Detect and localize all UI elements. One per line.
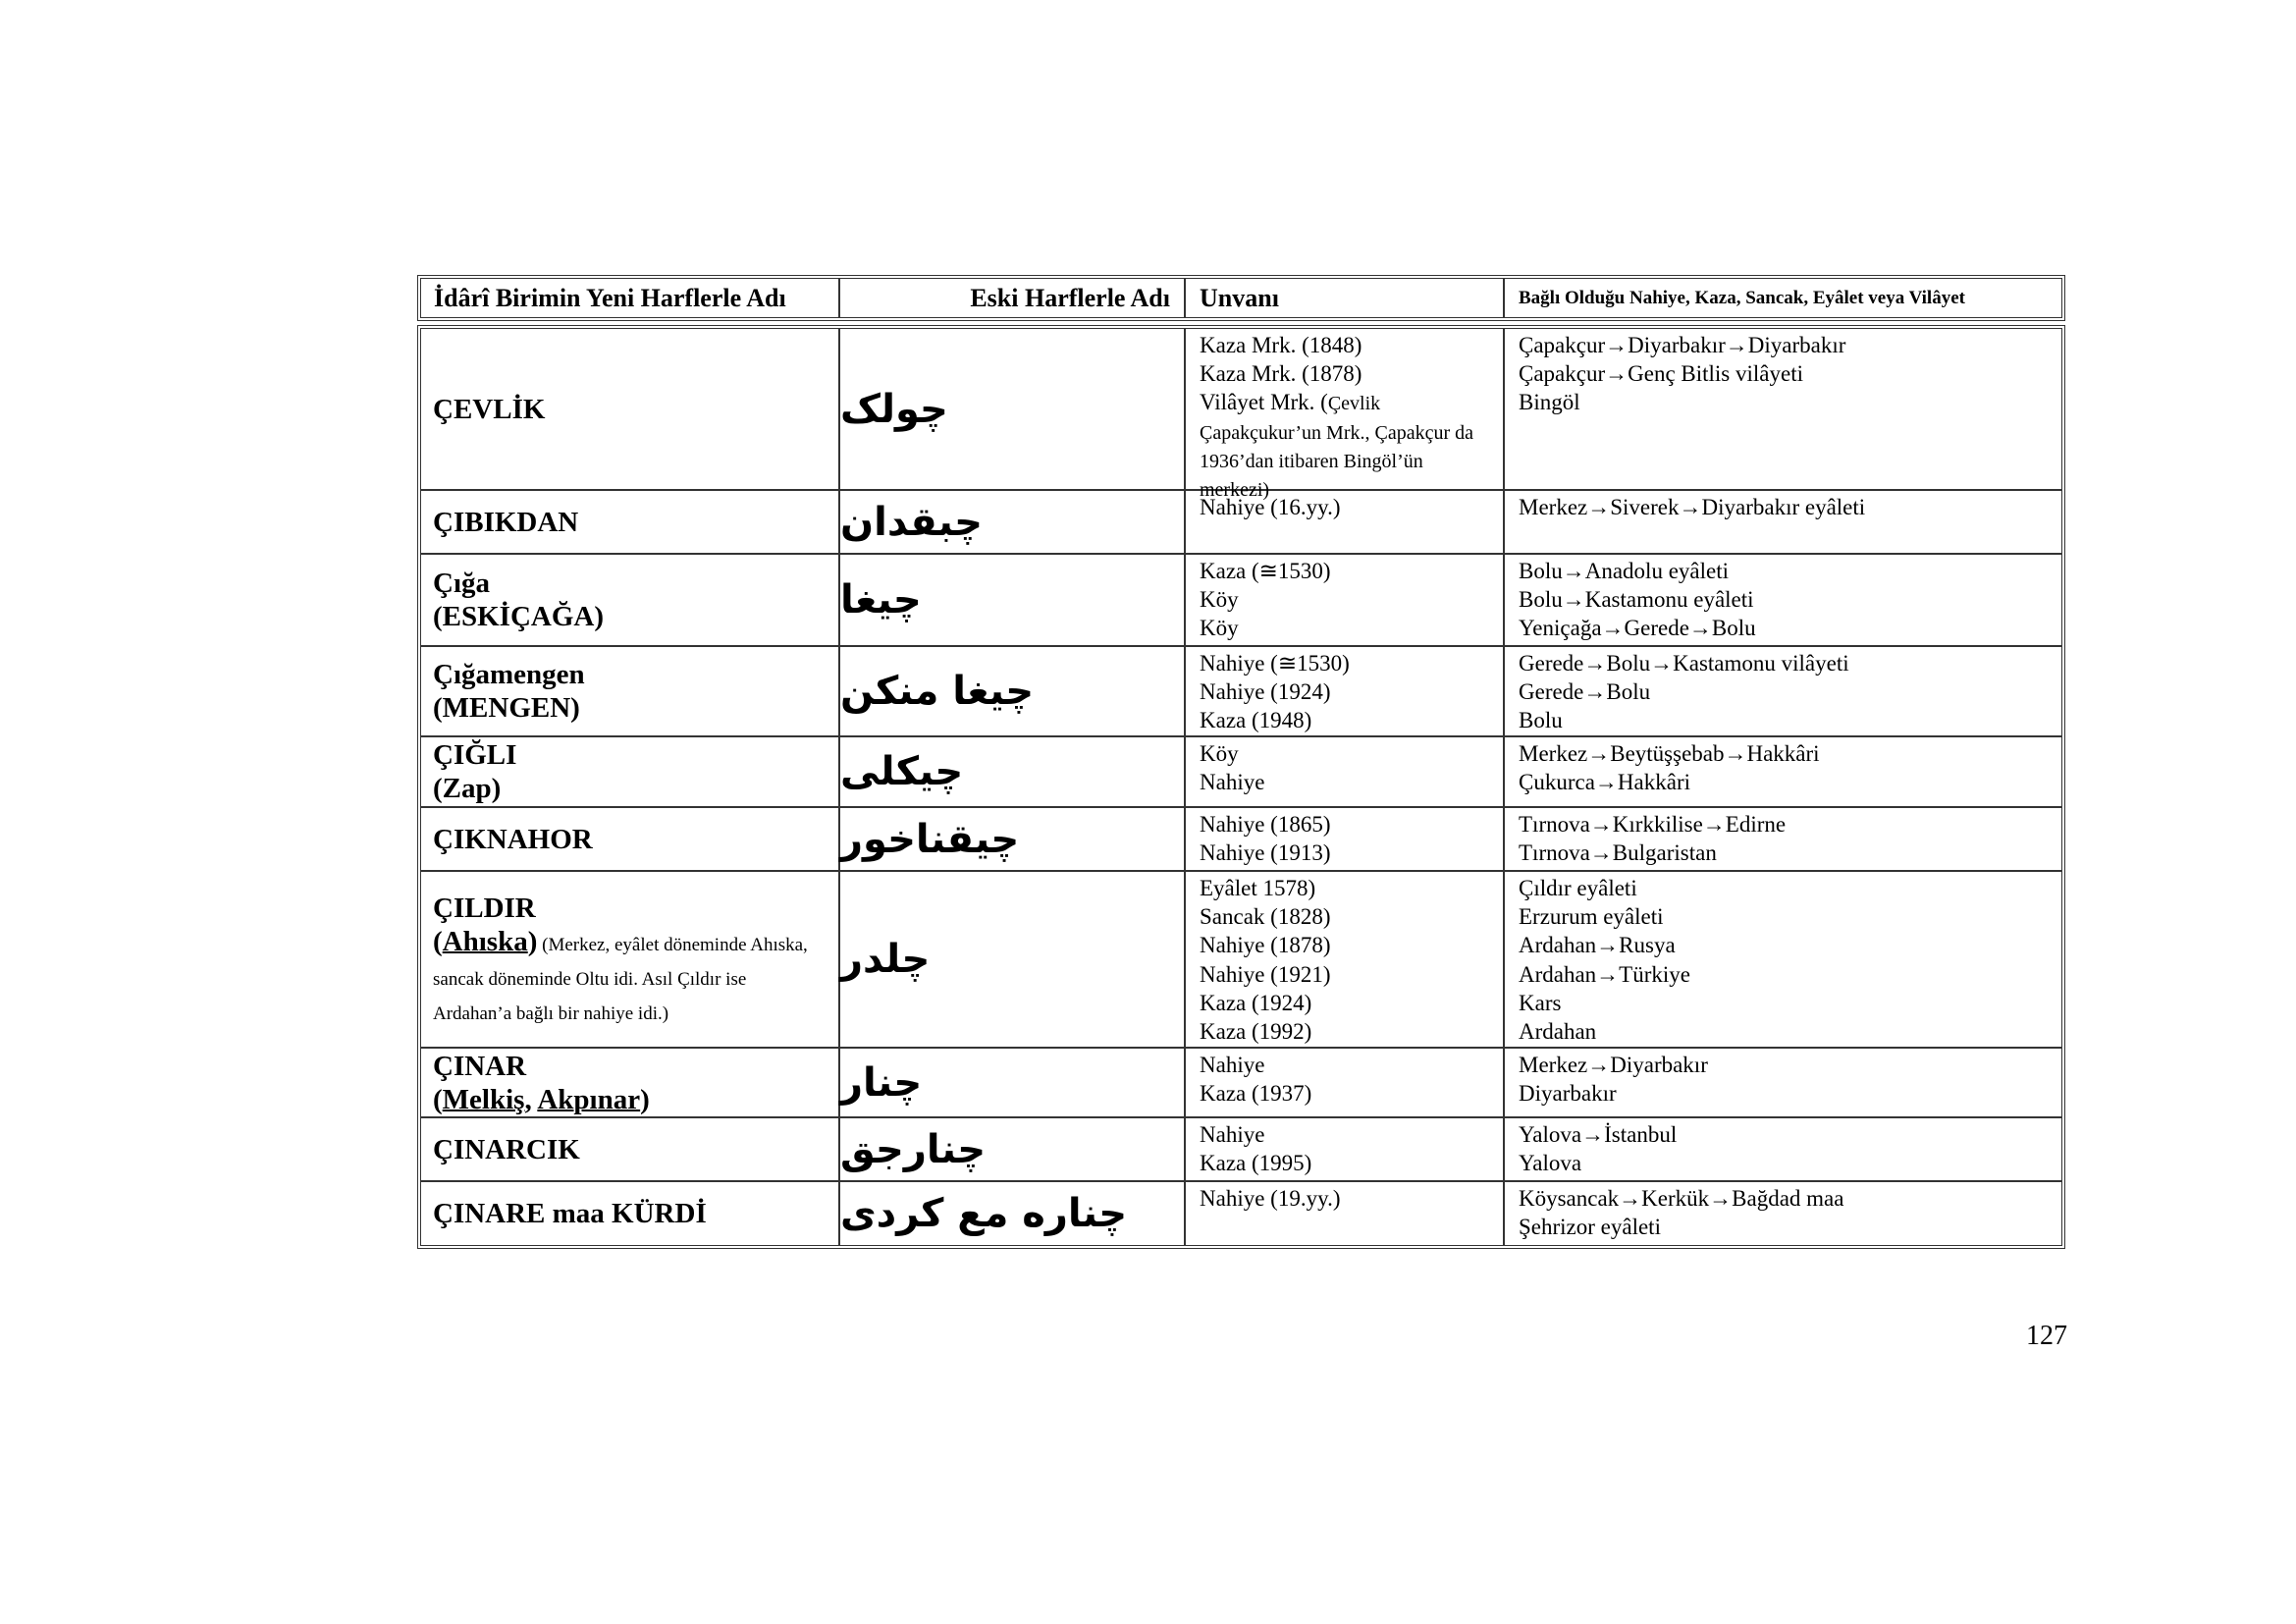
old-name-cell [840, 555, 1186, 645]
affiliation-line: Çukurca→Hakkâri [1519, 770, 1690, 795]
old-name-cell [840, 737, 1186, 806]
header-old-name: Eski Harflerle Adı [840, 279, 1186, 317]
title-line: Nahiye (1878) [1200, 933, 1331, 958]
title-cell [1186, 491, 1505, 553]
affiliation-cell [1505, 329, 2061, 489]
affiliation-line: Şehrizor eyâleti [1519, 1215, 1661, 1240]
title-line: Nahiye (19.yy.) [1200, 1186, 1341, 1211]
title-cell [1186, 647, 1505, 735]
table-row [421, 647, 2061, 737]
new-name-cell [421, 1182, 840, 1245]
affiliation-line: Yalova→İstanbul [1519, 1122, 1678, 1147]
table-row [421, 1049, 2061, 1118]
unit-name: ÇIKNAHOR [433, 823, 593, 855]
old-name-cell [840, 808, 1186, 870]
affiliation-line: Çapakçur→Diyarbakır→Diyarbakır [1519, 333, 1846, 357]
title-line: Kaza (1937) [1200, 1081, 1312, 1107]
unit-name: ÇIBIKDAN [433, 506, 579, 538]
affiliation-line: Köysancak→Kerkük→Bağdad maa [1519, 1186, 1844, 1211]
unit-name: ÇILDIR [433, 892, 536, 924]
unit-alt-name: (Ahıska) (Merkez, eyâlet döneminde Ahıska, sancak döneminde Oltu idi. Asıl Çıldır ise Ardahan’a bağlı bir nahiye idi.) [433, 925, 808, 1024]
title-cell [1186, 1049, 1505, 1116]
table-row [421, 872, 2061, 1049]
affiliation-cell [1505, 1118, 2061, 1180]
title-line: Köy [1200, 587, 1239, 613]
ottoman-name: چولک [840, 386, 948, 432]
alt-name-underlined: Ahıska [442, 925, 528, 957]
title-line: Nahiye (1924) [1200, 679, 1331, 705]
affiliation-line: Merkez→Siverek→Diyarbakır eyâleti [1519, 495, 1866, 519]
title-line: Nahiye [1200, 770, 1265, 795]
affiliation-line: Bolu→Anadolu eyâleti [1519, 559, 1729, 583]
affiliation-line: Bingöl [1519, 390, 1580, 415]
affiliation-cell [1505, 491, 2061, 553]
unit-name: ÇINARCIK [433, 1133, 580, 1165]
affiliation-line: Ardahan→Türkiye [1519, 961, 1690, 987]
new-name-cell [421, 737, 840, 806]
old-name-cell [840, 872, 1186, 1047]
unit-alt-name: (MENGEN) [433, 692, 580, 724]
ottoman-name: چیقناخور [840, 816, 1020, 862]
affiliation-cell [1505, 808, 2061, 870]
title-line: Kaza (1924) [1200, 990, 1312, 1015]
title-line: Nahiye [1200, 1122, 1265, 1147]
affiliation-line: Gerede→Bolu [1519, 679, 1651, 705]
ottoman-name: چنار [840, 1059, 923, 1106]
title-line: Kaza (1992) [1200, 1019, 1312, 1045]
old-name-cell [840, 1118, 1186, 1180]
table-row [421, 808, 2061, 872]
affiliation-line: Erzurum eyâleti [1519, 904, 1664, 930]
table-row [421, 737, 2061, 808]
affiliation-line: Çıldır eyâleti [1519, 876, 1637, 900]
title-line [1200, 388, 1489, 503]
table-row [421, 329, 2061, 502]
affiliation-line: Kars [1519, 990, 1562, 1015]
unit-alt-name: (ESKİÇAĞA) [433, 601, 605, 632]
ottoman-name: چیغا [840, 577, 922, 623]
header-affiliation: Bağlı Olduğu Nahiye, Kaza, Sancak, Eyâlet veya Vilâyet [1519, 287, 1965, 308]
new-name-cell [421, 1118, 840, 1180]
table-row [421, 555, 2061, 647]
new-name-cell [421, 872, 840, 1047]
new-name-cell [421, 1049, 840, 1116]
title-cell [1186, 555, 1505, 645]
title-line: Kaza Mrk. (1878) [1200, 361, 1362, 387]
title-line: Nahiye (1921) [1200, 961, 1331, 987]
old-name-cell [840, 647, 1186, 735]
affiliation-line: Ardahan [1519, 1019, 1597, 1045]
old-name-cell [840, 491, 1186, 553]
new-name-cell [421, 647, 840, 735]
administrative-units-table [417, 275, 2065, 1249]
table-row [421, 1182, 2061, 1245]
new-name-cell [421, 491, 840, 553]
title-line: Kaza (≅1530) [1200, 559, 1331, 583]
affiliation-line: Yalova [1519, 1151, 1582, 1176]
title-line: Köy [1200, 741, 1239, 766]
table-body [417, 325, 2065, 1249]
ottoman-name: چلدر [840, 937, 931, 982]
ottoman-name: چیکلی [840, 749, 964, 794]
affiliation-line: Merkez→Beytüşşebab→Hakkâri [1519, 741, 1820, 766]
title-line: Nahiye (16.yy.) [1200, 495, 1341, 519]
table-header [417, 275, 2065, 321]
old-name-cell [840, 1049, 1186, 1116]
title-cell [1186, 737, 1505, 806]
title-cell [1186, 1182, 1505, 1245]
title-cell [1186, 1118, 1505, 1180]
title-note: Çevlik Çapakçukur’un Mrk., Çapakçur da 1936’dan itibaren Bingöl’ün merkezi) [1200, 393, 1473, 502]
unit-name: ÇINARE maa KÜRDİ [433, 1198, 707, 1229]
title-text: Vilâyet Mrk. ( [1200, 390, 1328, 415]
title-line: Nahiye (1913) [1200, 840, 1331, 866]
affiliation-line: Bolu→Kastamonu eyâleti [1519, 587, 1754, 613]
affiliation-cell [1505, 647, 2061, 735]
title-line: Kaza Mrk. (1848) [1200, 333, 1362, 357]
affiliation-cell [1505, 1049, 2061, 1116]
affiliation-line: Bolu [1519, 708, 1563, 733]
affiliation-cell [1505, 1182, 2061, 1245]
title-line: Nahiye [1200, 1053, 1265, 1077]
unit-name: Çığa [433, 568, 490, 599]
title-line: Kaza (1995) [1200, 1151, 1312, 1176]
ottoman-name: چنارجق [840, 1126, 987, 1172]
unit-alt-name: (Melkiş, Akpınar) [433, 1083, 650, 1115]
ottoman-name: چیغا منکن [840, 669, 1035, 714]
unit-alt-name: (Zap) [433, 773, 502, 804]
affiliation-cell [1505, 737, 2061, 806]
old-name-cell [840, 329, 1186, 489]
unit-name: ÇIĞLI [433, 739, 517, 771]
affiliation-cell [1505, 872, 2061, 1047]
title-line: Eyâlet 1578) [1200, 876, 1316, 900]
affiliation-line: Merkez→Diyarbakır [1519, 1053, 1708, 1077]
header-title: Unvanı [1186, 279, 1505, 317]
title-line: Nahiye (≅1530) [1200, 651, 1350, 676]
title-line: Nahiye (1865) [1200, 812, 1331, 837]
affiliation-line: Çapakçur→Genç Bitlis vilâyeti [1519, 361, 1803, 387]
new-name-cell [421, 808, 840, 870]
alt-name-underlined: Akpınar [537, 1083, 641, 1115]
unit-note: (Merkez, eyâlet döneminde Ahıska, sancak döneminde Oltu idi. Asıl Çıldır ise Ardahan’a bağlı bir nahiye idi.) [433, 934, 808, 1024]
new-name-cell [421, 329, 840, 489]
affiliation-cell [1505, 555, 2061, 645]
alt-name-underlined: Melkiş [442, 1083, 525, 1115]
title-line: Köy [1200, 616, 1239, 641]
old-name-cell [840, 1182, 1186, 1245]
affiliation-line: Tırnova→Kırkkilise→Edirne [1519, 812, 1787, 837]
affiliation-line: Tırnova→Bulgaristan [1519, 840, 1717, 866]
affiliation-line: Gerede→Bolu→Kastamonu vilâyeti [1519, 651, 1849, 676]
title-cell [1186, 872, 1505, 1047]
title-cell [1186, 329, 1505, 502]
title-line: Kaza (1948) [1200, 708, 1312, 733]
page-number: 127 [2026, 1321, 2067, 1351]
unit-name: ÇEVLİK [433, 393, 546, 425]
table-row [421, 1118, 2061, 1182]
affiliation-line: Ardahan→Rusya [1519, 933, 1676, 958]
unit-name: ÇINAR [433, 1050, 527, 1082]
new-name-cell [421, 555, 840, 645]
affiliation-line: Yeniçağa→Gerede→Bolu [1519, 616, 1756, 641]
header-new-name: İdârî Birimin Yeni Harflerle Adı [421, 279, 840, 317]
table-row [421, 491, 2061, 555]
title-line: Sancak (1828) [1200, 904, 1331, 930]
ottoman-name: چناره مع کردی [840, 1191, 1128, 1236]
title-cell [1186, 808, 1505, 870]
ottoman-name: چبقدان [840, 499, 983, 545]
affiliation-line: Diyarbakır [1519, 1081, 1617, 1107]
unit-name: Çığamengen [433, 659, 585, 690]
